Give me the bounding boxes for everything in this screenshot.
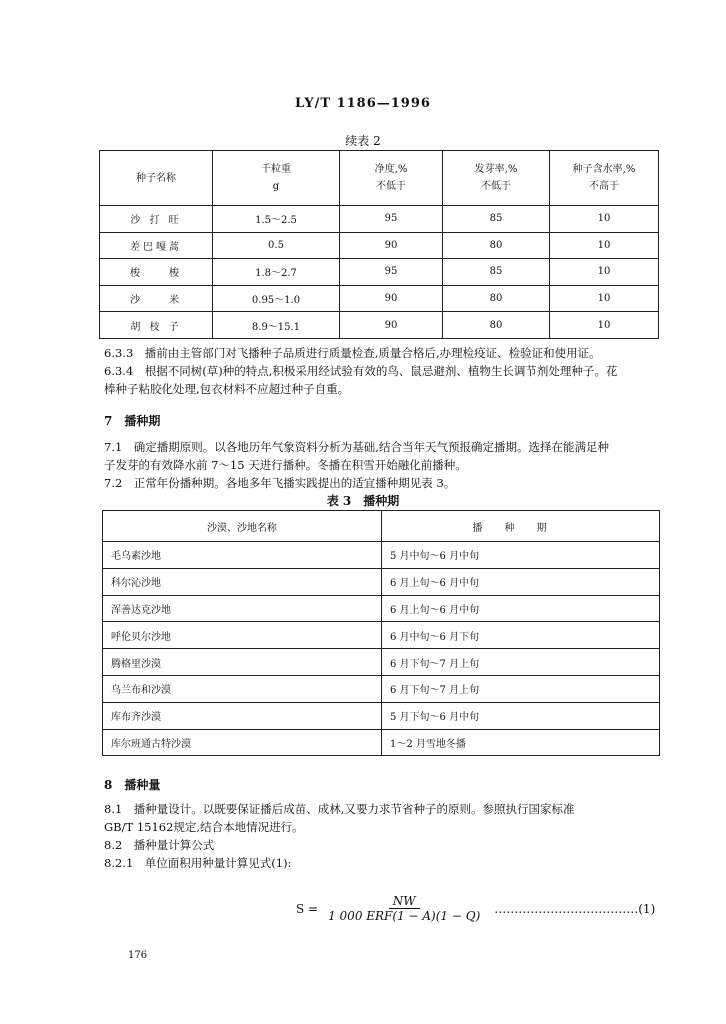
area-name: 科尔沁沙地 bbox=[103, 568, 382, 595]
moisture: 10 bbox=[550, 232, 659, 259]
germination: 85 bbox=[443, 206, 550, 233]
thousand-weight: 1.8～2.7 bbox=[213, 259, 340, 286]
seed-name: 沙 米 bbox=[100, 285, 213, 312]
area-name: 腾格里沙漠 bbox=[103, 649, 382, 676]
sowing-period: 1～2 月雪地冬播 bbox=[382, 729, 660, 756]
page-number: 176 bbox=[128, 950, 148, 961]
germination: 80 bbox=[443, 312, 550, 339]
standard-code-header: LY/T 1186—1996 bbox=[295, 96, 431, 111]
seed-name: 梭 梭 bbox=[100, 259, 213, 286]
header-moisture: 种子含水率,% 不高于 bbox=[550, 151, 659, 206]
area-name: 库布齐沙漠 bbox=[103, 702, 382, 729]
clause-7-2: 7.2 正常年份播种期。各地多年飞播实践提出的适宜播种期见表 3。 bbox=[104, 476, 456, 490]
clause-8-2-1: 8.2.1 单位面积用种量计算见式(1): bbox=[104, 856, 292, 870]
table-row bbox=[100, 232, 659, 259]
clause-8-2: 8.2 播种量计算公式 bbox=[104, 838, 215, 852]
thousand-weight: 8.9～15.1 bbox=[213, 312, 340, 339]
clause-8-1-line1: 8.1 播种量设计。以既要保证播后成苗、成林,又要力求节省种子的原则。参照执行国家标准 bbox=[104, 802, 575, 816]
clause-8-1-line2: GB/T 15162规定,结合本地情况进行。 bbox=[104, 820, 304, 834]
sowing-period: 6 月下旬～7 月上旬 bbox=[382, 649, 660, 676]
purity: 95 bbox=[340, 259, 443, 286]
table-row bbox=[103, 702, 660, 729]
seed-name: 胡 枝 子 bbox=[100, 312, 213, 339]
clause-6-3-4-line1: 6.3.4 根据不同树(草)种的特点,积极采用经试验有效的鸟、鼠忌避剂、植物生长调节剂处理种子。花 bbox=[104, 364, 618, 378]
seeding-rate-formula bbox=[296, 894, 655, 923]
moisture: 10 bbox=[550, 206, 659, 233]
moisture: 10 bbox=[550, 259, 659, 286]
seed-name: 沙 打 旺 bbox=[100, 206, 213, 233]
table-row bbox=[100, 259, 659, 286]
formula-number: ………………………………(1) bbox=[494, 901, 656, 916]
clause-7-1-line2: 子发芽的有效降水前 7～15 天进行播种。冬播在积雪开始融化前播种。 bbox=[104, 458, 467, 472]
table-row bbox=[103, 568, 660, 595]
area-name: 毛乌素沙地 bbox=[103, 542, 382, 569]
moisture: 10 bbox=[550, 312, 659, 339]
seed-quality-table bbox=[99, 150, 659, 339]
table-row bbox=[103, 542, 660, 569]
area-name: 库尔班通古特沙漠 bbox=[103, 729, 382, 756]
table-row bbox=[103, 649, 660, 676]
table-row bbox=[100, 285, 659, 312]
header-area-name: 沙漠、沙地名称 bbox=[103, 511, 382, 542]
area-name: 浑善达克沙地 bbox=[103, 595, 382, 622]
header-purity: 净度,% 不低于 bbox=[340, 151, 443, 206]
purity: 90 bbox=[340, 232, 443, 259]
sowing-period: 5 月中旬～6 月中旬 bbox=[382, 542, 660, 569]
germination: 80 bbox=[443, 285, 550, 312]
table-row bbox=[103, 595, 660, 622]
formula-numerator: NW bbox=[389, 894, 420, 909]
formula-denominator: 1 000 ERF(1 − A)(1 − Q) bbox=[328, 909, 481, 923]
sowing-period: 6 月上旬～6 月中旬 bbox=[382, 568, 660, 595]
thousand-weight: 1.5～2.5 bbox=[213, 206, 340, 233]
table-row bbox=[103, 675, 660, 702]
purity: 90 bbox=[340, 312, 443, 339]
sowing-period: 5 月下旬～6 月中旬 bbox=[382, 702, 660, 729]
moisture: 10 bbox=[550, 285, 659, 312]
sowing-period: 6 月中旬～6 月下旬 bbox=[382, 622, 660, 649]
header-germination: 发芽率,% 不低于 bbox=[443, 151, 550, 206]
table-header-row bbox=[103, 511, 660, 542]
clause-7-1-line1: 7.1 确定播期原则。以各地历年气象资料分析为基础,结合当年天气预报确定播期。选择在能满足种 bbox=[104, 440, 609, 454]
formula-lhs: S = bbox=[296, 901, 319, 916]
table-row bbox=[103, 729, 660, 756]
germination: 85 bbox=[443, 259, 550, 286]
header-thousand-weight: 千粒重 g bbox=[213, 151, 340, 206]
purity: 90 bbox=[340, 285, 443, 312]
thousand-weight: 0.95～1.0 bbox=[213, 285, 340, 312]
section-7-heading: 7 播种期 bbox=[104, 414, 161, 428]
clause-6-3-3: 6.3.3 播前由主管部门对飞播种子品质进行质量检查,质量合格后,办理检疫证、检验证和使用证。 bbox=[104, 346, 601, 360]
area-name: 呼伦贝尔沙地 bbox=[103, 622, 382, 649]
section-8-heading: 8 播种量 bbox=[104, 778, 161, 792]
table3-caption: 表 3 播种期 bbox=[326, 494, 400, 508]
formula-fraction bbox=[324, 894, 484, 923]
sowing-period: 6 月下旬～7 月上旬 bbox=[382, 675, 660, 702]
germination: 80 bbox=[443, 232, 550, 259]
table-header-row bbox=[100, 151, 659, 206]
table-row bbox=[103, 622, 660, 649]
sowing-period: 6 月上旬～6 月中旬 bbox=[382, 595, 660, 622]
table-row bbox=[100, 312, 659, 339]
purity: 95 bbox=[340, 206, 443, 233]
header-sowing-period: 播种期 bbox=[382, 511, 660, 542]
table-row bbox=[100, 206, 659, 233]
thousand-weight: 0.5 bbox=[213, 232, 340, 259]
header-seed-name: 种子名称 bbox=[100, 151, 213, 206]
seed-name: 差巴嘎蒿 bbox=[100, 232, 213, 259]
area-name: 乌兰布和沙漠 bbox=[103, 675, 382, 702]
table2-caption: 续表 2 bbox=[345, 134, 381, 148]
sowing-period-table bbox=[102, 510, 660, 756]
clause-6-3-4-line2: 棒种子粘胶化处理,包衣材料不应超过种子自重。 bbox=[104, 382, 350, 396]
